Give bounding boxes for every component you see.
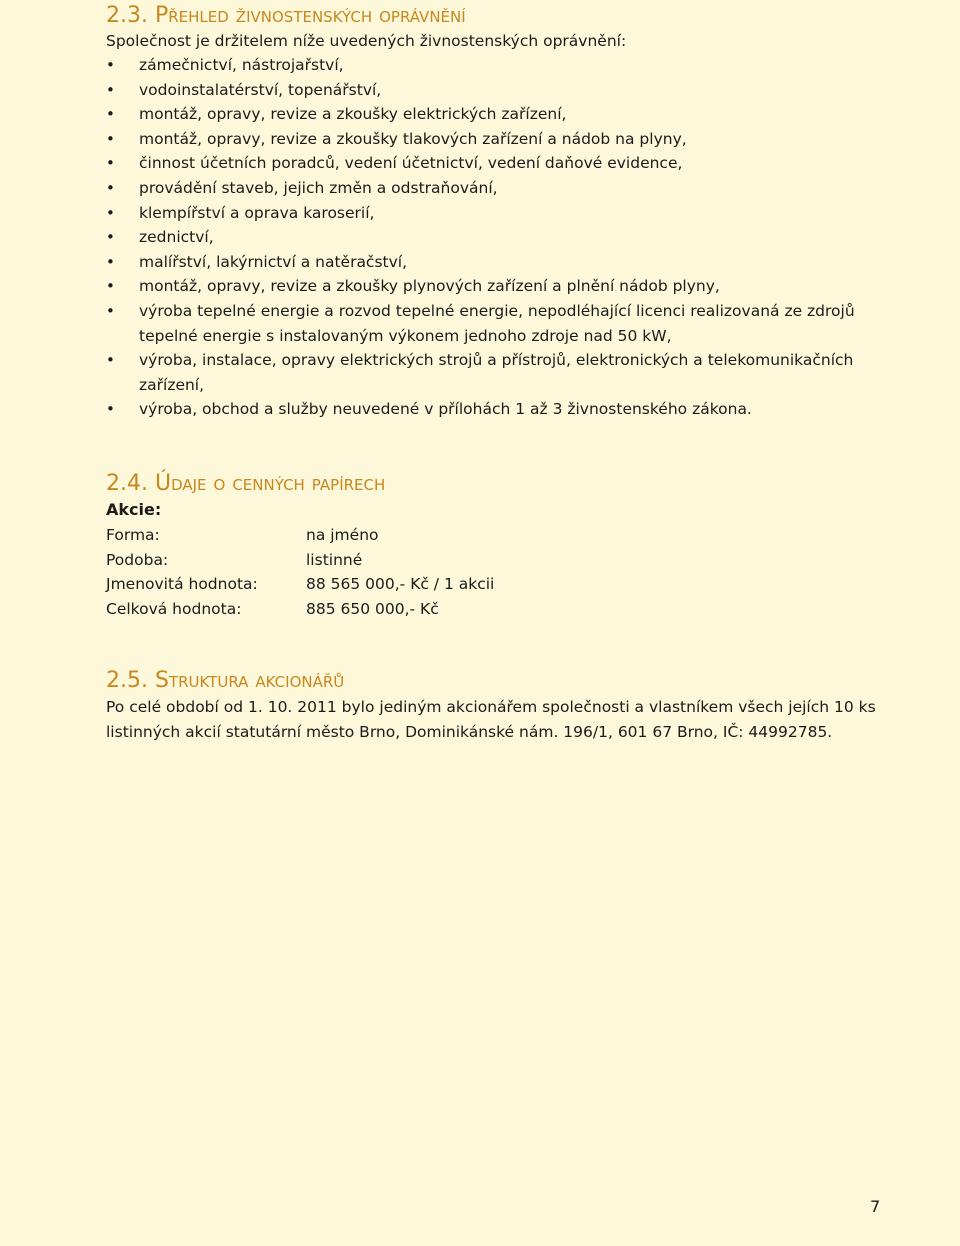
list-item: • vodoinstalatérství, topenářství,: [106, 78, 896, 103]
section-number: 2.4.: [106, 471, 148, 496]
list-item: • výroba, instalace, opravy elektrických strojů a přístrojů, elektronických a telekomunikačních zařízení,: [106, 348, 896, 397]
bullet-icon: •: [106, 228, 115, 247]
page-number: 7: [870, 1197, 881, 1216]
row-value: listinné: [306, 550, 363, 569]
bullet-icon: •: [106, 105, 115, 124]
list-item: • provádění staveb, jejich změn a odstraňování,: [106, 176, 896, 201]
list-item: • výroba, obchod a služby neuvedené v přílohách 1 až 3 živnostenského zákona.: [106, 397, 896, 422]
list-item: • montáž, opravy, revize a zkoušky plynových zařízení a plnění nádob plyny,: [106, 274, 896, 299]
section-title: Struktura akcionářů: [154, 668, 345, 693]
row-label: Celková hodnota:: [106, 599, 242, 618]
list-item: • montáž, opravy, revize a zkoušky tlakových zařízení a nádob na plyny,: [106, 127, 896, 152]
table-row: [106, 597, 494, 622]
section-intro: Společnost je držitelem níže uvedených živnostenských oprávnění:: [106, 32, 627, 50]
row-label: Forma:: [106, 526, 160, 544]
securities-table: [106, 523, 494, 621]
list-item: • výroba tepelné energie a rozvod tepelné energie, nepodléhající licenci realizovaná ze zdrojů tepelné energie s instalovaným výkonem jednoho zdroje nad 50 kW,: [106, 299, 896, 348]
shares-subtitle: Akcie:: [106, 500, 162, 519]
bullet-icon: •: [106, 178, 115, 197]
shareholder-paragraph: Po celé období od 1. 10. 2011 bylo jediným akcionářem společnosti a vlastníkem všech jejích 10 ks listinných akcií statutární město Brno, Dominikánské nám. 196/1, 601 67 Brno, IČ: 44992785.: [106, 698, 876, 741]
list-item: • zámečnictví, nástrojařství,: [106, 53, 896, 78]
bullet-icon: •: [106, 56, 115, 74]
table-row: [106, 548, 494, 573]
list-item: • malířství, lakýrnictví a natěračství,: [106, 250, 896, 275]
row-value: 88 565 000,- Kč / 1 akcii: [306, 575, 495, 594]
section-number: 2.5.: [106, 668, 148, 693]
row-label: Podoba:: [106, 550, 169, 569]
licence-list: [106, 53, 896, 422]
section-2-5-heading: [106, 668, 344, 694]
bullet-icon: •: [106, 301, 115, 320]
section-2-3-heading: [106, 3, 466, 29]
bullet-icon: •: [106, 400, 115, 419]
table-row: [106, 523, 494, 548]
row-value: na jméno: [306, 526, 379, 544]
bullet-icon: •: [106, 80, 115, 99]
bullet-icon: •: [106, 154, 115, 173]
list-item: • činnost účetních poradců, vedení účetnictví, vedení daňové evidence,: [106, 151, 896, 176]
section-number: 2.3.: [106, 3, 148, 28]
bullet-icon: •: [106, 203, 115, 222]
bullet-icon: •: [106, 252, 115, 271]
table-row: [106, 572, 494, 597]
section-title: Přehled živnostenských oprávnění: [154, 3, 466, 28]
section-2-4-heading: [106, 471, 385, 497]
bullet-icon: •: [106, 351, 115, 370]
row-value: 885 650 000,- Kč: [306, 599, 439, 618]
bullet-icon: •: [106, 277, 115, 296]
list-item: • montáž, opravy, revize a zkoušky elektrických zařízení,: [106, 102, 896, 127]
row-label: Jmenovitá hodnota:: [106, 575, 258, 594]
list-item: • klempířství a oprava karoserií,: [106, 201, 896, 226]
bullet-icon: •: [106, 129, 115, 148]
section-title: Údaje o cenných papírech: [154, 471, 386, 496]
list-item: • zednictví,: [106, 225, 896, 250]
